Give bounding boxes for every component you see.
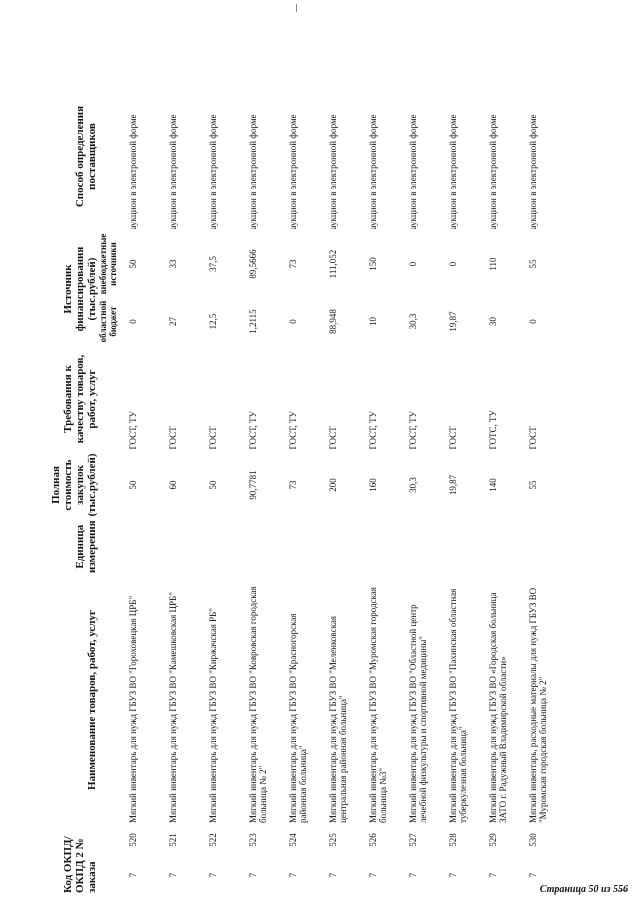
header-code: Код ОКПД/ ОКПД 2 № заказа <box>62 836 98 893</box>
row-unit <box>328 518 368 575</box>
row-number: 530 <box>528 833 538 847</box>
row-code: 7 <box>168 872 178 878</box>
row-total: 55 <box>528 480 538 490</box>
row-regional-budget: 0 <box>528 319 538 324</box>
row-requirements: ГОСТ, ТУ <box>368 410 378 450</box>
row-method: аукцион в электронной форме <box>488 114 498 230</box>
row-offbudget: 0 <box>408 261 418 267</box>
row-method: аукцион в электронной форме <box>448 114 458 230</box>
row-method: аукцион в электронной форме <box>208 114 218 230</box>
row-name: Мягкий инвентарь для нужд ГБУЗ ВО "Киржачская РБ" <box>208 608 218 823</box>
header-unit: Единица измерения <box>74 520 98 573</box>
row-name: Мягкий инвентарь для нужд ГБУЗ ВО "Областной центр лечебной физкультуры и спортивной медицины" <box>408 604 428 823</box>
table-row <box>288 82 328 895</box>
row-unit <box>408 518 448 575</box>
row-regional-budget: 0 <box>288 319 298 324</box>
row-regional-budget: 12,5 <box>208 313 218 330</box>
row-name: Мягкий инвентарь, расходные материалы для нужд ГБУЗ ВО "Муромская городская больница № 2" <box>528 587 548 823</box>
row-total: 50 <box>208 480 218 490</box>
row-number: 525 <box>328 833 338 847</box>
row-total: 60 <box>168 480 178 490</box>
row-regional-budget: 19,87 <box>448 311 458 332</box>
row-offbudget: 37,5 <box>208 256 218 272</box>
table-row <box>488 82 528 895</box>
row-requirements: ГОСТ, ТУ <box>248 410 258 450</box>
row-name: Мягкий инвентарь для нужд ГБУЗ ВО "Ковровская городская больница № 2" <box>248 586 268 823</box>
row-unit <box>488 518 528 575</box>
table-row <box>208 82 248 895</box>
row-regional-budget: 1,2115 <box>248 309 258 334</box>
row-offbudget: 33 <box>168 259 178 269</box>
row-regional-budget: 30 <box>488 317 498 327</box>
row-method: аукцион в электронной форме <box>128 114 138 230</box>
row-number: 520 <box>128 833 138 847</box>
table-row <box>448 82 488 895</box>
row-code: 7 <box>488 872 498 878</box>
header-funding-offbudget: внебюджетные источники <box>98 233 118 295</box>
row-number: 527 <box>408 833 418 847</box>
row-number: 529 <box>488 833 498 847</box>
row-requirements: ГОТС, ТУ <box>488 410 498 450</box>
row-name: Мягкий инвентарь для нужд ГБУЗ ВО "Пахинская областная туберкулезная больница" <box>448 588 468 823</box>
table-row <box>528 82 568 895</box>
table-row <box>368 82 408 895</box>
row-unit <box>448 518 488 575</box>
row-offbudget: 0 <box>448 261 458 267</box>
row-unit <box>288 518 328 575</box>
row-total: 160 <box>368 478 378 492</box>
row-requirements: ГОСТ, ТУ <box>288 410 298 450</box>
row-requirements: ГОСТ, ТУ <box>408 410 418 450</box>
row-name: Мягкий инвентарь для нужд ГБУЗ ВО "Камешковская ЦРБ" <box>168 592 178 823</box>
row-offbudget: 110 <box>488 257 498 271</box>
row-code: 7 <box>208 872 218 878</box>
header-total: Полная стоимость закупок (тыс.рублей) <box>50 453 98 517</box>
row-requirements: ГОСТ <box>528 426 538 450</box>
row-unit <box>368 518 408 575</box>
row-name: Мягкий инвентарь для нужд ГБУЗ ВО «Городская больница ЗАТО г. Радужный Владимирской области» <box>488 592 508 823</box>
page-number: Страница 50 из 556 <box>539 884 628 895</box>
row-name: Мягкий инвентарь для нужд ГБУЗ ВО "Меленковская центральная районная больница" <box>328 616 348 823</box>
row-requirements: ГОСТ <box>208 426 218 450</box>
table-row <box>128 82 168 895</box>
row-offbudget: 73 <box>288 259 298 269</box>
row-code: 7 <box>368 872 378 878</box>
row-total: 30,3 <box>408 477 418 493</box>
row-offbudget: 50 <box>128 259 138 269</box>
row-unit <box>528 518 568 575</box>
row-total: 73 <box>288 480 298 490</box>
row-requirements: ГОСТ <box>448 426 458 450</box>
row-offbudget: 111,052 <box>328 249 338 279</box>
row-regional-budget: 0 <box>128 319 138 324</box>
table-row <box>248 82 288 895</box>
header-spacer <box>98 347 128 895</box>
row-method: аукцион в электронной форме <box>408 114 418 230</box>
procurement-table <box>22 82 568 895</box>
row-total: 140 <box>488 478 498 492</box>
row-offbudget: 150 <box>368 257 378 271</box>
header-name: Наименование товаров, работ, услуг <box>86 610 98 790</box>
row-total: 200 <box>328 478 338 492</box>
row-offbudget: 55 <box>528 259 538 269</box>
row-regional-budget: 88,948 <box>328 309 338 334</box>
table-body <box>128 82 568 895</box>
row-number: 521 <box>168 833 178 847</box>
header-requirements: Требования к качеству товаров, работ, услуг <box>62 354 98 444</box>
row-method: аукцион в электронной форме <box>288 114 298 230</box>
row-requirements: ГОСТ <box>168 426 178 450</box>
row-number: 528 <box>448 833 458 847</box>
row-offbudget: 89,5666 <box>248 249 258 279</box>
row-unit <box>208 518 248 575</box>
row-unit <box>128 518 168 575</box>
table-row <box>328 82 368 895</box>
row-number: 522 <box>208 833 218 847</box>
header-spacer-end <box>98 82 128 232</box>
row-total: 50 <box>128 480 138 490</box>
header-funding-regional: областной бюджет <box>98 300 118 343</box>
row-regional-budget: 10 <box>368 317 378 327</box>
row-total: 19,87 <box>448 474 458 496</box>
row-number: 526 <box>368 833 378 847</box>
row-requirements: ГОСТ, ТУ <box>128 410 138 450</box>
scan-mark <box>296 4 297 12</box>
table-row <box>408 82 448 895</box>
row-name: Мягкий инвентарь для нужд ГБУЗ ВО "Красногорская районная больница" <box>288 613 308 823</box>
row-requirements: ГОСТ <box>328 426 338 450</box>
row-number: 523 <box>248 833 258 847</box>
row-method: аукцион в электронной форме <box>368 114 378 230</box>
row-code: 7 <box>328 872 338 878</box>
row-unit <box>248 518 288 575</box>
row-regional-budget: 27 <box>168 317 178 327</box>
row-code: 7 <box>128 872 138 878</box>
row-code: 7 <box>448 872 458 878</box>
row-code: 7 <box>288 872 298 878</box>
row-code: 7 <box>248 872 258 878</box>
row-method: аукцион в электронной форме <box>248 114 258 230</box>
row-unit <box>168 518 208 575</box>
header-method: Способ определения поставщиков <box>74 105 98 208</box>
header-funding: Источник финансирования (тыс.рублей) <box>62 246 98 332</box>
table-row <box>168 82 208 895</box>
row-method: аукцион в электронной форме <box>328 114 338 230</box>
row-number: 524 <box>288 833 298 847</box>
row-method: аукцион в электронной форме <box>168 114 178 230</box>
row-method: аукцион в электронной форме <box>528 114 538 230</box>
row-total: 90,7781 <box>248 470 258 500</box>
row-name: Мягкий инвентарь для нужд ГБУЗ ВО "Муромская городская больница №3" <box>368 587 388 823</box>
row-code: 7 <box>528 872 538 878</box>
row-regional-budget: 30,3 <box>408 313 418 330</box>
row-name: Мягкий инвентарь для нужд ГБУЗ ВО "Гороховецкая ЦРБ" <box>128 595 138 823</box>
row-code: 7 <box>408 872 418 878</box>
